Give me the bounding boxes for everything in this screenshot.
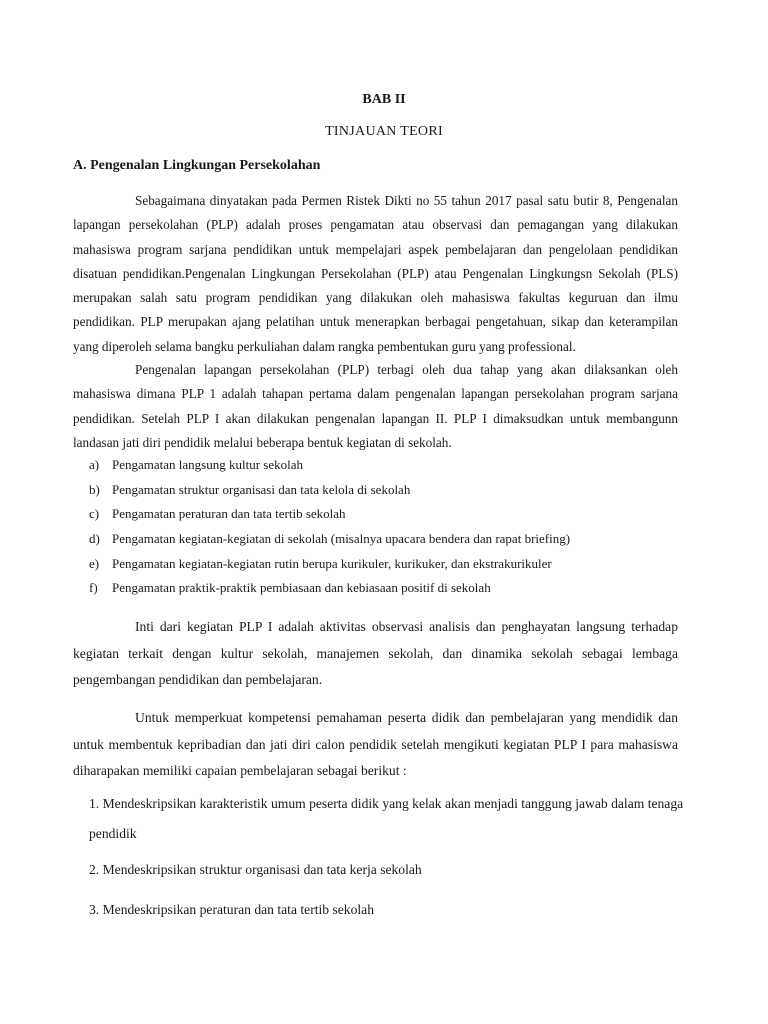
- list-item-text: Pengamatan langsung kultur sekolah: [112, 457, 303, 472]
- paragraph: Untuk memperkuat kompetensi pemahaman peserta didik dan pembelajaran yang mendidik dan untuk membentuk kepribadian dan jati diri calon pendidik setelah mengikuti kegiatan PLP I para mahasiswa diharapakan memiliki capaian pembelajaran sebagai berikut :: [73, 710, 678, 778]
- paragraph: Sebagaimana dinyatakan pada Permen Ristek Dikti no 55 tahun 2017 pasal satu butir 8, Pengenalan lapangan persekolahan (PLP) adalah proses pengamatan atau observasi dan pemagangan yang dilakukan mahasiswa program sarjana pendidikan untuk mempelajari aspek pembelajaran dan pengelolaan pendidikan disatuan pendidikan.Pengenalan Lingkungan Persekolahan (PLP) atau Pengenalan Lingkungsn Sekolah (PLS) merupakan salah satu program pendidikan yang dilakukan oleh mahasiswa fakultas keguruan dan ilmu pendidikan. PLP merupakan ajang pelatihan untuk menerapkan berbagai pengetahuan, sikap dan keterampilan yang diperoleh selama bangku perkuliahan dalam rangka pembentukan guru yang professional.: [73, 193, 678, 354]
- list-item-text: Pengamatan kegiatan-kegiatan di sekolah (misalnya upacara bendera dan rapat briefing): [112, 531, 571, 547]
- list-marker: a): [89, 457, 100, 472]
- list-marker: e): [89, 555, 100, 571]
- chapter-title: TINJAUAN TEORI: [325, 124, 443, 139]
- list-marker: b): [89, 481, 100, 497]
- list-item: [73, 482, 683, 507]
- list-item: [73, 506, 683, 531]
- list-item: [73, 531, 683, 556]
- list-marker: c): [89, 506, 100, 522]
- list-item-text: Pengamatan struktur organisasi dan tata kelola di sekolah: [112, 481, 411, 497]
- list-marker: d): [89, 531, 100, 547]
- list-item-text: Pengamatan peraturan dan tata tertib sekolah: [112, 506, 346, 522]
- numbered-item: 3. Mendeskripsikan peraturan dan tata tertib sekolah: [89, 902, 374, 917]
- list-marker: f): [89, 580, 98, 596]
- list-item: [73, 457, 683, 482]
- section-heading: A. Pengenalan Lingkungan Persekolahan: [73, 158, 321, 173]
- numbered-item: 1. Mendeskripsikan karakteristik umum peserta didik yang kelak akan menjadi tanggung jawab dalam tenaga pendidik: [89, 796, 684, 841]
- numbered-item: 2. Mendeskripsikan struktur organisasi dan tata kerja sekolah: [89, 862, 422, 877]
- alpha-list: [73, 457, 683, 605]
- list-item-text: Pengamatan kegiatan-kegiatan rutin berupa kurikuler, kurikuker, dan ekstrakurikuler: [112, 555, 552, 571]
- paragraph: Inti dari kegiatan PLP I adalah aktivitas observasi analisis dan penghayatan langsung terhadap kegiatan terkait dengan kultur sekolah, manajemen sekolah, dan dinamika sekolah sebagai lembaga pengembangan pendidikan dan pembelajaran.: [73, 619, 678, 687]
- list-item: [73, 580, 683, 605]
- chapter-heading: BAB II: [362, 92, 406, 107]
- paragraph: Pengenalan lapangan persekolahan (PLP) terbagi oleh dua tahap yang akan dilaksankan oleh mahasiswa dimana PLP 1 adalah tahapan pertama dalam pengenalan lapangan persekolahan program sarjana pendidikan. Setelah PLP I akan dilakukan pengenalan lapangan II. PLP I dimaksudkan untuk membangunn landasan jati diri pendidik melalui beberapa bentuk kegiatan di sekolah.: [73, 362, 678, 450]
- list-item-text: Pengamatan praktik-praktik pembiasaan dan kebiasaan positif di sekolah: [112, 580, 491, 596]
- list-item: [73, 556, 683, 581]
